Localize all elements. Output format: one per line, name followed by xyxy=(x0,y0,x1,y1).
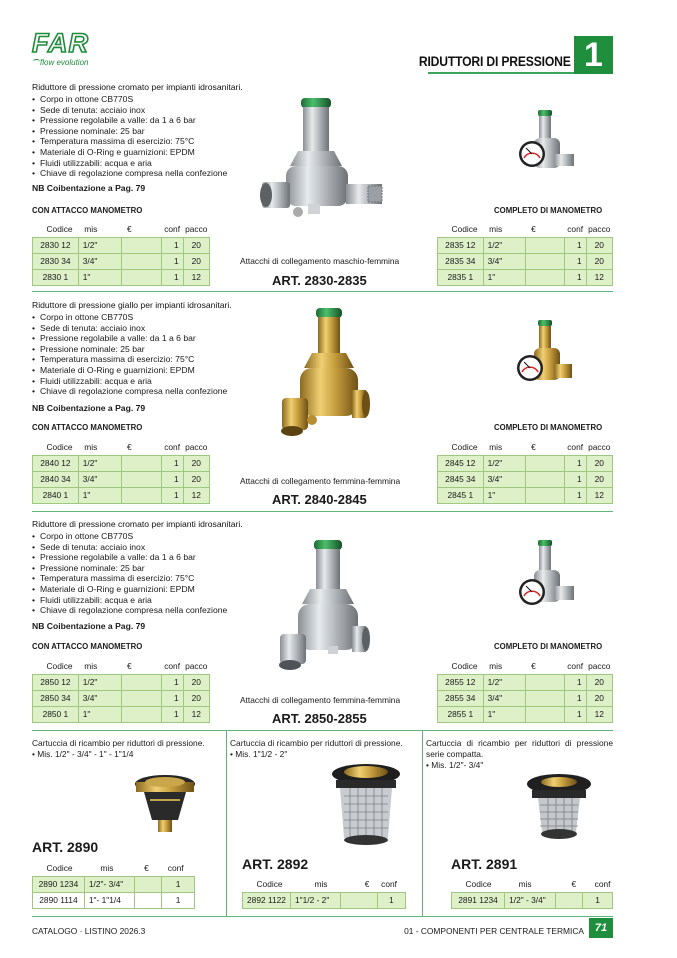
cell-code: 2840 1 xyxy=(33,487,79,503)
cell-code: 2855 34 xyxy=(438,690,484,706)
col-header: mis xyxy=(100,863,114,874)
cartridge-table xyxy=(32,861,195,909)
col-header: Codice xyxy=(46,224,73,235)
cell-code: 2830 34 xyxy=(33,253,79,269)
column-divider xyxy=(226,730,227,916)
feature-item: • Sede di tenuta: acciaio inox xyxy=(32,542,227,553)
cell-code: 2850 1 xyxy=(33,706,79,722)
cell-pacco: 20 xyxy=(183,455,209,471)
section-intro: Riduttore di pressione cromato per impianti idrosanitari. xyxy=(32,82,243,92)
cell-price xyxy=(525,269,564,285)
cell-price xyxy=(525,253,564,269)
cell-pacco: 20 xyxy=(183,690,209,706)
chapter-label: 01 - COMPONENTI PER CENTRALE TERMICA xyxy=(404,926,584,936)
cartridge-table xyxy=(451,877,613,909)
table-row xyxy=(438,455,613,471)
cell-pacco: 12 xyxy=(183,706,209,722)
feature-item: • Sede di tenuta: acciaio inox xyxy=(32,105,227,116)
cell-pacco: 12 xyxy=(183,487,209,503)
feature-item: • Pressione regolabile a valle: da 1 a 6 bar xyxy=(32,552,227,563)
table-header-row xyxy=(33,440,210,455)
cartridge-image xyxy=(130,768,200,838)
feature-item: • Pressione nominale: 25 bar xyxy=(32,344,227,355)
price-table-left xyxy=(32,222,210,286)
page-number: 71 xyxy=(589,918,613,938)
cartridge-sizes: • Mis. 1"1/2 - 2" xyxy=(230,749,288,759)
cell-code: 2850 12 xyxy=(33,674,79,690)
feature-item: • Chiave di regolazione compresa nella confezione xyxy=(32,168,227,179)
table-row xyxy=(33,876,195,892)
cell-mis: 3/4" xyxy=(483,471,525,487)
cell-conf: 1 xyxy=(564,237,586,253)
cell-conf: 1 xyxy=(161,253,183,269)
col-header: conf xyxy=(381,879,398,890)
cell-mis: 1/2" xyxy=(78,455,121,471)
cell-pacco: 12 xyxy=(183,269,209,285)
cell-conf: 1 xyxy=(564,674,586,690)
col-header: Codice xyxy=(465,879,492,890)
chrome-valve-image xyxy=(258,96,388,231)
col-header: mis xyxy=(314,879,328,890)
cell-price xyxy=(121,471,161,487)
table-row xyxy=(33,237,210,253)
feature-item: • Pressione regolabile a valle: da 1 a 6 bar xyxy=(32,115,227,126)
table-row xyxy=(33,690,210,706)
cell-price xyxy=(525,455,564,471)
table-row xyxy=(33,253,210,269)
cell-code: 2855 1 xyxy=(438,706,484,722)
col-header: mis xyxy=(84,442,98,453)
col-header: conf xyxy=(164,224,181,235)
table-row xyxy=(438,471,613,487)
table-header-row xyxy=(438,440,613,455)
feature-item: • Materiale di O-Ring e guarnizioni: EPDM xyxy=(32,584,227,595)
cell-conf: 1 xyxy=(564,269,586,285)
right-table-title: COMPLETO DI MANOMETRO xyxy=(494,642,603,651)
col-header: € xyxy=(364,879,370,890)
cell-price xyxy=(121,690,161,706)
col-header: mis xyxy=(84,661,98,672)
col-header: pacco xyxy=(588,224,611,235)
cell-code: 2835 1 xyxy=(438,269,484,285)
cell-code: 2835 12 xyxy=(438,237,484,253)
cell-mis: 1/2"- 3/4" xyxy=(84,876,134,892)
page-title: RIDUTTORI DI PRESSIONE xyxy=(419,54,571,69)
col-header: mis xyxy=(489,442,503,453)
col-header: conf xyxy=(567,661,584,672)
col-header: mis xyxy=(84,224,98,235)
feature-item: • Materiale di O-Ring e guarnizioni: EPDM xyxy=(32,365,227,376)
col-header: € xyxy=(571,879,577,890)
cell-conf: 1 xyxy=(161,690,183,706)
col-header: € xyxy=(127,442,132,453)
cell-code: 2850 34 xyxy=(33,690,79,706)
section-intro: Riduttore di pressione cromato per impianti idrosanitari. xyxy=(32,519,243,529)
table-header-row xyxy=(243,877,406,892)
feature-list xyxy=(32,531,227,616)
col-header: mis xyxy=(489,661,503,672)
table-row xyxy=(33,471,210,487)
feature-list xyxy=(32,312,227,397)
table-row xyxy=(438,487,613,503)
cartridge-description: Cartuccia di ricambio per riduttori di pressione. xyxy=(32,738,205,748)
cell-mis: 1/2" xyxy=(483,674,525,690)
cell-pacco: 20 xyxy=(586,253,612,269)
logo-swoosh-icon xyxy=(33,59,40,64)
col-header: € xyxy=(531,442,536,453)
feature-item: • Chiave di regolazione compresa nella confezione xyxy=(32,386,227,397)
cell-conf: 1 xyxy=(161,269,183,285)
feature-list xyxy=(32,94,227,179)
cell-pacco: 20 xyxy=(586,237,612,253)
feature-item: • Fluidi utilizzabili: acqua e aria xyxy=(32,158,227,169)
table-header-row xyxy=(33,222,210,237)
cell-conf: 1 xyxy=(161,455,183,471)
cell-mis: 1/2" xyxy=(483,237,525,253)
cell-pacco: 20 xyxy=(586,690,612,706)
feature-item: • Temperatura massima di esercizio: 75°C xyxy=(32,573,227,584)
cell-pacco: 20 xyxy=(183,471,209,487)
article-number: ART. 2830-2835 xyxy=(272,273,367,288)
cell-price xyxy=(121,487,161,503)
cell-price xyxy=(525,706,564,722)
feature-item: • Corpo in ottone CB770S xyxy=(32,94,227,105)
table-row xyxy=(33,674,210,690)
cell-code: 2840 12 xyxy=(33,455,79,471)
article-number: ART. 2890 xyxy=(32,839,99,855)
cell-price xyxy=(525,690,564,706)
cell-price xyxy=(121,674,161,690)
cell-conf: 1 xyxy=(564,253,586,269)
section-intro: Riduttore di pressione giallo per impianti idrosanitari. xyxy=(32,300,232,310)
col-header: € xyxy=(531,224,536,235)
cartridge-sizes: • Mis. 1/2"- 3/4" xyxy=(426,760,484,770)
footer-divider xyxy=(32,916,613,917)
far-logo xyxy=(32,30,104,70)
cell-conf: 1 xyxy=(583,892,613,908)
cell-mis: 1"- 1"1/4 xyxy=(84,892,134,908)
gauge-valve-image xyxy=(514,320,574,392)
col-header: pacco xyxy=(185,224,208,235)
table-row xyxy=(438,706,613,722)
cell-code: 2890 1234 xyxy=(33,876,85,892)
table-row xyxy=(438,690,613,706)
left-table-title: CON ATTACCO MANOMETRO xyxy=(32,423,143,432)
cell-code: 2855 12 xyxy=(438,674,484,690)
left-table-title: CON ATTACCO MANOMETRO xyxy=(32,642,143,651)
col-header: pacco xyxy=(588,661,611,672)
table-header-row xyxy=(33,861,195,876)
table-row xyxy=(33,892,195,908)
feature-item: • Sede di tenuta: acciaio inox xyxy=(32,323,227,334)
col-header: mis xyxy=(489,224,503,235)
cell-mis: 3/4" xyxy=(78,471,121,487)
cell-price xyxy=(525,471,564,487)
feature-item: • Temperatura massima di esercizio: 75°C xyxy=(32,354,227,365)
cell-price xyxy=(134,892,162,908)
table-row xyxy=(33,455,210,471)
catalog-label: CATALOGO · LISTINO 2026.3 xyxy=(32,926,146,936)
article-number: ART. 2892 xyxy=(242,856,309,872)
cell-price xyxy=(525,674,564,690)
feature-item: • Pressione nominale: 25 bar xyxy=(32,126,227,137)
cell-mis: 1/2" xyxy=(78,237,121,253)
col-header: mis xyxy=(518,879,532,890)
cartridge-sizes-text: Mis. 1/2" - 3/4" - 1" - 1"1/4 xyxy=(37,749,134,759)
cell-code: 2840 34 xyxy=(33,471,79,487)
col-header: pacco xyxy=(185,442,208,453)
cell-mis: 1/2" xyxy=(483,455,525,471)
connection-type: Attacchi di collegamento maschio-femmina xyxy=(240,256,400,266)
section-divider xyxy=(32,730,613,731)
cell-pacco: 20 xyxy=(183,253,209,269)
chrome-valve-image xyxy=(272,538,372,678)
cell-mis: 1" xyxy=(483,269,525,285)
cell-mis: 3/4" xyxy=(483,253,525,269)
feature-item: • Pressione nominale: 25 bar xyxy=(32,563,227,574)
cell-price xyxy=(121,455,161,471)
cell-price xyxy=(525,487,564,503)
cell-pacco: 12 xyxy=(586,487,612,503)
right-table-title: COMPLETO DI MANOMETRO xyxy=(494,206,603,215)
logo-text: FAR xyxy=(32,28,89,58)
cell-price xyxy=(121,237,161,253)
cartridge-table xyxy=(242,877,406,909)
cartridge-image xyxy=(522,772,596,846)
article-number: ART. 2850-2855 xyxy=(272,711,367,726)
cell-price xyxy=(525,237,564,253)
cartridge-description: Cartuccia di ricambio per riduttori di pressione. xyxy=(230,738,403,748)
cell-conf: 1 xyxy=(564,690,586,706)
feature-item: • Chiave di regolazione compresa nella confezione xyxy=(32,605,227,616)
cartridge-image xyxy=(328,760,404,852)
cell-mis: 1" xyxy=(78,487,121,503)
cell-pacco: 20 xyxy=(183,237,209,253)
col-header: Codice xyxy=(451,224,478,235)
cell-conf: 1 xyxy=(161,237,183,253)
left-table-title: CON ATTACCO MANOMETRO xyxy=(32,206,143,215)
col-header: € xyxy=(144,863,149,874)
connection-type: Attacchi di collegamento femmina-femmina xyxy=(240,695,401,705)
cell-mis: 1" xyxy=(483,706,525,722)
cartridge-description: Cartuccia di ricambio per riduttori di pressione serie compatta. xyxy=(426,738,613,759)
cell-code: 2830 1 xyxy=(33,269,79,285)
cell-conf: 1 xyxy=(564,455,586,471)
cell-price xyxy=(556,892,583,908)
cell-price xyxy=(341,892,377,908)
table-header-row xyxy=(438,659,613,674)
cell-pacco: 12 xyxy=(586,706,612,722)
feature-item: • Temperatura massima di esercizio: 75°C xyxy=(32,136,227,147)
cell-conf: 1 xyxy=(161,706,183,722)
price-table-right xyxy=(437,440,613,504)
feature-item: • Pressione regolabile a valle: da 1 a 6 bar xyxy=(32,333,227,344)
col-header: Codice xyxy=(46,442,73,453)
cell-conf: 1 xyxy=(161,674,183,690)
cell-mis: 1"1/2 - 2" xyxy=(290,892,340,908)
table-row xyxy=(33,269,210,285)
col-header: Codice xyxy=(451,661,478,672)
col-header: conf xyxy=(594,879,611,890)
cell-pacco: 12 xyxy=(586,269,612,285)
cell-price xyxy=(121,253,161,269)
cell-mis: 1" xyxy=(483,487,525,503)
col-header: € xyxy=(127,224,132,235)
table-row xyxy=(438,674,613,690)
cell-code: 2845 12 xyxy=(438,455,484,471)
cell-pacco: 20 xyxy=(183,674,209,690)
col-header: Codice xyxy=(46,863,73,874)
cell-code: 2845 1 xyxy=(438,487,484,503)
table-row xyxy=(438,253,613,269)
right-table-title: COMPLETO DI MANOMETRO xyxy=(494,423,603,432)
cell-code: 2830 12 xyxy=(33,237,79,253)
col-header: conf xyxy=(164,442,181,453)
cell-mis: 1" xyxy=(78,706,121,722)
nb-note: NB Coibentazione a Pag. 79 xyxy=(32,183,146,193)
feature-item: • Materiale di O-Ring e guarnizioni: EPDM xyxy=(32,147,227,158)
cell-pacco: 20 xyxy=(586,455,612,471)
col-header: conf xyxy=(164,661,181,672)
article-number: ART. 2840-2845 xyxy=(272,492,367,507)
cell-pacco: 20 xyxy=(586,471,612,487)
cell-price xyxy=(134,876,162,892)
col-header: Codice xyxy=(451,442,478,453)
cell-conf: 1 xyxy=(162,892,195,908)
table-row xyxy=(33,706,210,722)
cell-conf: 1 xyxy=(161,487,183,503)
col-header: Codice xyxy=(46,661,73,672)
col-header: € xyxy=(531,661,536,672)
table-row xyxy=(438,269,613,285)
price-table-left xyxy=(32,440,210,504)
table-row xyxy=(438,237,613,253)
cell-code: 2845 34 xyxy=(438,471,484,487)
cartridge-sizes-text: Mis. 1"1/2 - 2" xyxy=(235,749,288,759)
col-header: € xyxy=(127,661,132,672)
brass-valve-image xyxy=(272,306,372,446)
column-divider xyxy=(422,730,423,916)
feature-item: • Fluidi utilizzabili: acqua e aria xyxy=(32,595,227,606)
feature-item: • Corpo in ottone CB770S xyxy=(32,312,227,323)
cell-mis: 1/2" - 3/4" xyxy=(505,892,556,908)
article-number: ART. 2891 xyxy=(451,856,518,872)
cell-code: 2892 1122 xyxy=(243,892,291,908)
col-header: conf xyxy=(567,442,584,453)
cell-mis: 1" xyxy=(78,269,121,285)
table-row xyxy=(33,487,210,503)
cell-code: 2890 1114 xyxy=(33,892,85,908)
cell-conf: 1 xyxy=(162,876,195,892)
price-table-right xyxy=(437,659,613,723)
nb-note: NB Coibentazione a Pag. 79 xyxy=(32,621,146,631)
table-row xyxy=(452,892,613,908)
col-header: pacco xyxy=(588,442,611,453)
section-divider xyxy=(32,511,613,512)
cell-mis: 3/4" xyxy=(78,690,121,706)
cell-mis: 3/4" xyxy=(78,253,121,269)
cell-conf: 1 xyxy=(564,487,586,503)
section-divider xyxy=(32,291,613,292)
cartridge-sizes-text: Mis. 1/2"- 3/4" xyxy=(431,760,484,770)
cell-mis: 3/4" xyxy=(483,690,525,706)
cell-code: 2891 1234 xyxy=(452,892,505,908)
col-header: conf xyxy=(567,224,584,235)
cell-mis: 1/2" xyxy=(78,674,121,690)
price-table-right xyxy=(437,222,613,286)
connection-type: Attacchi di collegamento femmina-femmina xyxy=(240,476,401,486)
cell-code: 2835 34 xyxy=(438,253,484,269)
table-header-row xyxy=(452,877,613,892)
cell-conf: 1 xyxy=(564,706,586,722)
col-header: conf xyxy=(167,863,184,874)
cartridge-sizes: • Mis. 1/2" - 3/4" - 1" - 1"1/4 xyxy=(32,749,134,759)
cell-price xyxy=(121,269,161,285)
table-header-row xyxy=(33,659,210,674)
price-table-left xyxy=(32,659,210,723)
chapter-number: 1 xyxy=(574,36,613,74)
cell-conf: 1 xyxy=(161,471,183,487)
cell-conf: 1 xyxy=(564,471,586,487)
col-header: Codice xyxy=(256,879,283,890)
cell-price xyxy=(121,706,161,722)
cell-conf: 1 xyxy=(377,892,405,908)
table-header-row xyxy=(438,222,613,237)
table-row xyxy=(243,892,406,908)
feature-item: • Fluidi utilizzabili: acqua e aria xyxy=(32,376,227,387)
gauge-valve-image xyxy=(516,540,576,612)
feature-item: • Corpo in ottone CB770S xyxy=(32,531,227,542)
logo-tagline: flow evolution xyxy=(40,58,89,67)
nb-note: NB Coibentazione a Pag. 79 xyxy=(32,403,146,413)
cell-pacco: 20 xyxy=(586,674,612,690)
gauge-valve-image xyxy=(516,110,576,180)
col-header: pacco xyxy=(185,661,208,672)
